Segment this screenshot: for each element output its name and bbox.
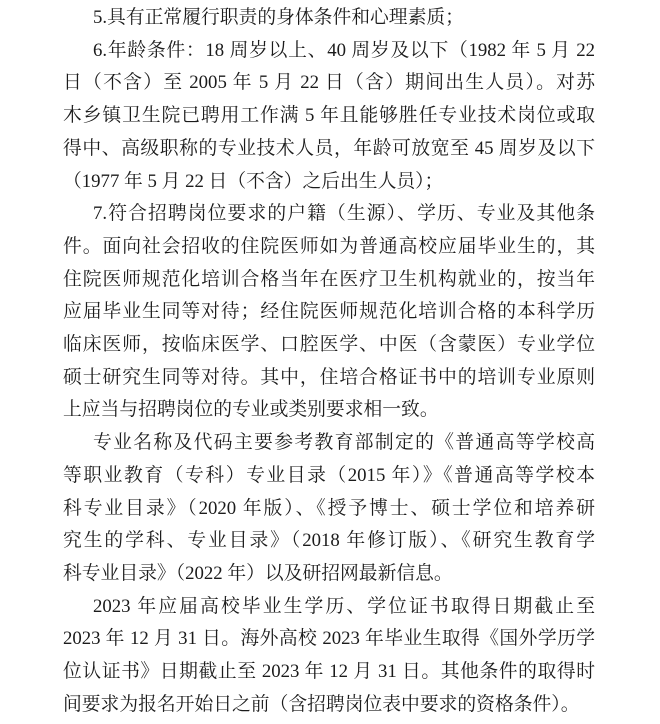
text-line: 间要求为报名开始日之前（含招聘岗位表中要求的资格条件）。	[63, 693, 580, 715]
paragraph-clause-6-age-requirement	[63, 35, 595, 199]
text-line: 5.具有正常履行职责的身体条件和心理素质；	[93, 7, 464, 28]
text-line: 件。面向社会招收的住院医师如为普通高校应届毕业生的，其	[63, 235, 595, 257]
paragraph-certificate-deadline	[63, 591, 595, 722]
text-line: 木乡镇卫生院已聘用工作满 5 年且能够胜任专业技术岗位或取	[63, 105, 595, 127]
text-line: 位认证书》日期截止至 2023 年 12 月 31 日。其他条件的取得时	[63, 661, 595, 683]
paragraph-clause-5-physical-mental-condition	[63, 2, 595, 35]
text-line: 2023 年应届高校毕业生学历、学位证书取得日期截止至	[93, 595, 595, 617]
text-line: 应届毕业生同等对待；经住院医师规范化培训合格的本科学历	[63, 301, 595, 323]
paragraph-clause-7-position-requirements	[63, 198, 595, 427]
text-line: 得中、高级职称的专业技术人员，年龄可放宽至 45 周岁及以下	[63, 137, 595, 159]
document-body	[63, 2, 595, 721]
text-line: 科专业目录》（2020 年版）、《授予博士、硕士学位和培养研	[63, 497, 595, 519]
text-line: 科专业目录》（2022 年）以及研招网最新信息。	[63, 562, 453, 584]
text-line: 住院医师规范化培训合格当年在医疗卫生机构就业的，按当年	[63, 268, 595, 290]
text-line: 等职业教育（专科）专业目录（2015 年）》《普通高等学校本	[63, 464, 595, 486]
text-line: 2023 年 12 月 31 日。海外高校 2023 年毕业生取得《国外学历学	[63, 628, 595, 650]
text-line: 硕士研究生同等对待。其中，住培合格证书中的培训专业原则	[63, 366, 595, 388]
text-line: 临床医师，按临床医学、口腔医学、中医（含蒙医）专业学位	[63, 334, 595, 356]
text-line: 上应当与招聘岗位的专业或类别要求相一致。	[63, 399, 439, 421]
text-line: （1977 年 5 月 22 日（不含）之后出生人员）；	[63, 170, 444, 192]
text-line: 究生的学科、专业目录》（2018 年修订版）、《研究生教育学	[63, 530, 595, 552]
paragraph-major-catalog-reference	[63, 427, 595, 591]
text-line: 日（不含）至 2005 年 5 月 22 日（含）期间出生人员）。对苏	[63, 72, 595, 94]
text-line: 专业名称及代码主要参考教育部制定的《普通高等学校高	[93, 432, 595, 454]
text-line: 6.年龄条件：18 周岁以上、40 周岁及以下（1982 年 5 月 22	[93, 39, 595, 61]
text-line: 7.符合招聘岗位要求的户籍（生源）、学历、专业及其他条	[93, 203, 595, 225]
